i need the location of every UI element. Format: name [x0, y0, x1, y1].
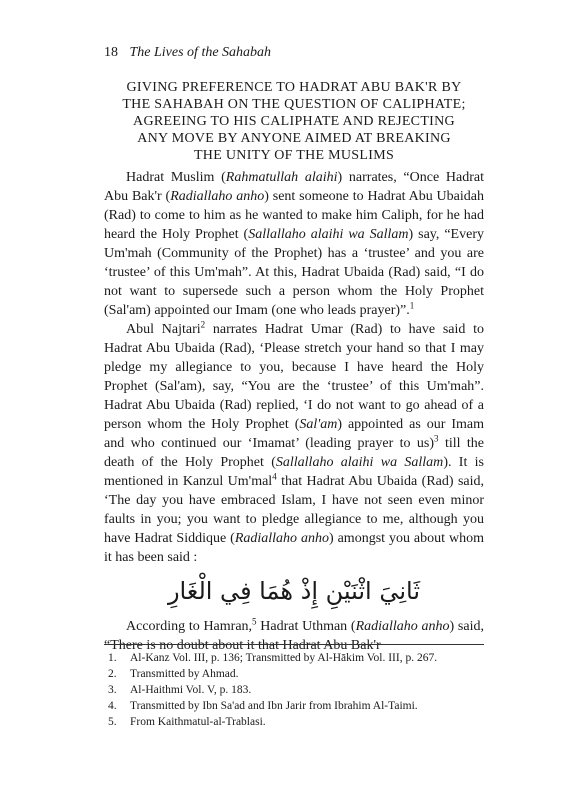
italic-run: Sallallaho alaihi wa Sallam — [248, 227, 409, 242]
heading-line: THE UNITY OF THE MUSLIMS — [193, 148, 395, 163]
heading-line: THE SAHABAH ON THE QUESTION OF CALIPHATE; — [122, 97, 466, 112]
footnote-ref: 4 — [272, 471, 277, 482]
footnotes — [104, 650, 494, 730]
text-run: ) sent someone to Hadrat Abu Ubaidah (Rad) to come to him as he wanted to make him Caliph, for he had heard the Holy Prophet ( — [104, 189, 484, 242]
footnote-item — [104, 698, 494, 714]
footnote-text: Transmitted by Ibn Sa'ad and Ibn Jarir from Ibrahim Al-Taimi. — [130, 700, 418, 712]
footnote-text: Transmitted by Ahmad. — [130, 668, 239, 680]
paragraph-2 — [104, 320, 484, 567]
chapter-heading — [100, 79, 488, 164]
text-run: ) narrates, “Once Hadrat Abu Bak'r ( — [104, 170, 485, 204]
footnote-ref: 3 — [434, 433, 439, 444]
text-run: ) said, “There is no doubt about it that Hadrat Abu Bak'r — [104, 619, 484, 653]
footnote-text: Al-Haithmi Vol. V, p. 183. — [130, 684, 252, 696]
text-run: ). It is mentioned in Kanzul Um'mal — [104, 455, 484, 489]
footnote-ref: 1 — [409, 300, 415, 311]
text-run: ) appointed as our Imam and who continued our ‘Imamat’ (leading prayer to us) — [104, 417, 484, 451]
italic-run: Radiallaho anho — [234, 531, 329, 546]
footnote-number: 1. — [108, 652, 117, 664]
italic-run: Sal'am — [299, 417, 338, 432]
italic-run: Sallallaho alaihi wa Sallam — [275, 455, 444, 470]
arabic-verse: ثَانِيَ اثْنَيْنِ إِذْ هُمَا فِي الْغَارِ — [167, 577, 421, 605]
running-title: The Lives of the Sahabah — [129, 45, 272, 60]
footnote-number: 3. — [108, 684, 117, 696]
italic-run: Rahmatullah alaihi — [225, 170, 338, 185]
footnote-item — [104, 682, 494, 698]
footnote-ref: 2 — [200, 319, 206, 330]
text-run: narrates Hadrat Umar (Rad) to have said to Hadrat Abu Ubaida (Rad), ‘Please stretch your hand so that I may pledge my allegiance to you, because I have heard the Holy Prophet (Sal'am), say, “You are the ‘trustee’ of this Um'mah”. Hadrat Abu Ubaida (Rad) replied, ‘I do not want to go ahead of a person whom the Holy Prophet ( — [104, 322, 485, 432]
text-run: ) say, “Every Um'mah (Community of the Prophet) has a ‘trustee’ and you are ‘trustee’ of this Um'mah”. At this, Hadrat Ubaida (Rad) said, “I do not want to supersede such a person whom the Holy Prophet (Sal'am) appointed our Imam (one who leads prayer)”. — [104, 227, 484, 318]
footnote-number: 4. — [108, 700, 117, 712]
footnote-item — [104, 666, 494, 682]
footnote-item — [104, 714, 494, 730]
heading-line: AGREEING TO HIS CALIPHATE AND REJECTING — [133, 114, 455, 129]
text-run: Hadrat Muslim ( — [126, 170, 226, 185]
text-run: Hadrat Uthman ( — [256, 619, 356, 634]
italic-run: Radiallaho anho — [355, 619, 450, 634]
text-run: According to Hamran, — [126, 619, 253, 634]
page-number: 18 — [104, 45, 118, 60]
footnote-rule — [104, 644, 484, 645]
footnote-number: 5. — [108, 716, 117, 728]
footnote-text: From Kaithmatul-al-Trablasi. — [130, 716, 266, 728]
heading-line: GIVING PREFERENCE TO HADRAT ABU BAK'R BY — [126, 80, 462, 95]
text-run: Abul Najtari — [126, 322, 201, 337]
footnote-item — [104, 650, 494, 666]
text-run: ) amongst you about whom it has been said : — [104, 531, 484, 565]
footnote-text: Al-Kanz Vol. III, p. 136; Transmitted by Al-Hākim Vol. III, p. 267. — [130, 652, 438, 664]
heading-line: ANY MOVE BY ANYONE AIMED AT BREAKING — [137, 131, 451, 146]
italic-run: Radiallaho anho — [170, 189, 265, 204]
footnote-ref: 5 — [252, 616, 257, 627]
running-header — [104, 44, 484, 62]
text-run: till the death of the Holy Prophet ( — [104, 436, 485, 470]
paragraph-1 — [104, 168, 484, 320]
footnote-number: 2. — [108, 668, 117, 680]
text-run: that Hadrat Abu Ubaida (Rad) said, ‘The day you have embraced Islam, I have not seen even minor faults in you; you want to pledge allegiance to me, although you have Hadrat Siddique ( — [104, 474, 485, 546]
body-text — [104, 168, 484, 655]
